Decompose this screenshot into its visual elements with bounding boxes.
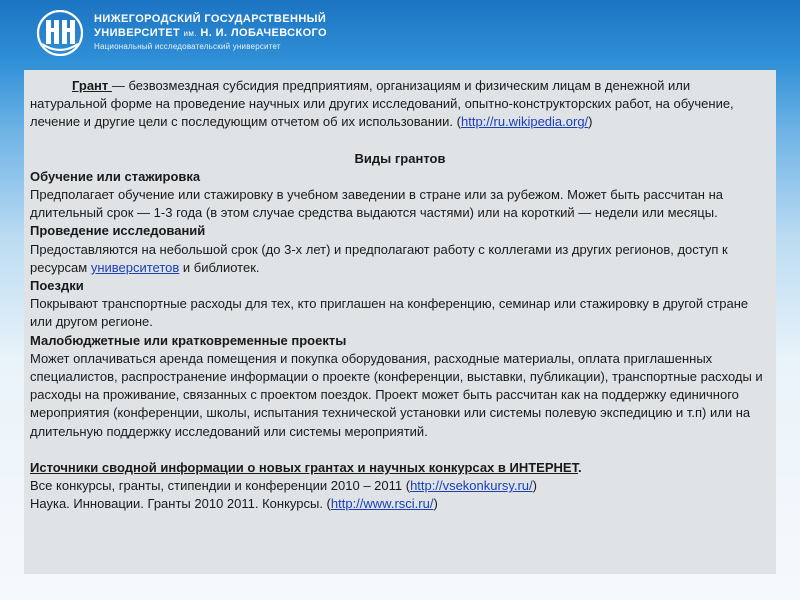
section-text: Предполагает обучение или стажировку в учебном заведении в стране или за рубежом. Может быть рассчитан на длительный срок — 1-3 года (в этом случае средства выдаются частями) или на короткий — недели или месяцы. (30, 187, 723, 221)
universities-link[interactable]: университетов (90, 259, 180, 275)
university-subtitle: Национальный исследовательский университет (94, 42, 281, 51)
document-body (30, 77, 770, 513)
sources-heading: Источники сводной информации о новых грантах и научных конкурсах в ИНТЕРНЕТ. (30, 459, 582, 475)
source-line: Все конкурсы, гранты, стипендии и конференции 2010 – 2011 (http://vsekonkursy.ru/) (30, 478, 537, 494)
types-title: Виды грантов (354, 150, 446, 166)
section-heading: Малобюджетные или кратковременные проекты (30, 332, 347, 348)
university-logo-icon (34, 10, 86, 56)
term-grant: Грант (72, 78, 112, 93)
source-line: Наука. Инновации. Гранты 2010 2011. Конкурсы. (http://www.rsci.ru/) (30, 496, 438, 512)
section-text: Может оплачиваться аренда помещения и покупка оборудования, расходные материалы, оплата приглашенных специалистов, распространение информации о проекте (конференции, выставки, публикации), транспортные расходы и расходы на проживание, связанных с проектом поездок. Проект может быть рассчитан как на поддержку единичного мероприятия (конференции, школы, испытания технической установки или системы полевую экспедицию и т.п) или на длительную поддержку исследований или системы мероприятий. (30, 350, 763, 439)
spacer (30, 441, 770, 459)
section-text: Предоставляются на небольшой срок (до 3-х лет) и предполагают работу с коллегами из других регионов, доступ к ресурсам университетов и библиотек. (30, 241, 728, 275)
vsekonkursy-link[interactable]: http://vsekonkursy.ru/ (410, 478, 533, 494)
university-name-line2: УНИВЕРСИТЕТ им. Н. И. ЛОБАЧЕВСКОГО (94, 27, 328, 39)
university-name-line1: НИЖЕГОРОДСКИЙ ГОСУДАРСТВЕННЫЙ (94, 13, 327, 25)
section-heading: Поездки (30, 278, 84, 294)
wikipedia-link[interactable]: http://ru.wikipedia.org/ (460, 114, 589, 130)
section-heading: Обучение или стажировка (30, 168, 201, 184)
rsci-link[interactable]: http://www.rsci.ru/ (330, 496, 434, 512)
intro-paragraph: Грант — безвозмездная субсидия предприятиям, организациям и физическим лицам в денежной или натуральной форме на проведение научных или других исследований, опытно-конструкторских работ, на обучение, лечение и другие цели с последующим отчетом об их использовании. (http://ru.wikipedia.org/) (30, 78, 734, 130)
header (0, 0, 800, 64)
section-heading: Проведение исследований (30, 223, 206, 239)
section-text: Покрывают транспортные расходы для тех, кто приглашен на конференцию, семинар или стажировку в другой стране или другом регионе. (30, 296, 749, 330)
